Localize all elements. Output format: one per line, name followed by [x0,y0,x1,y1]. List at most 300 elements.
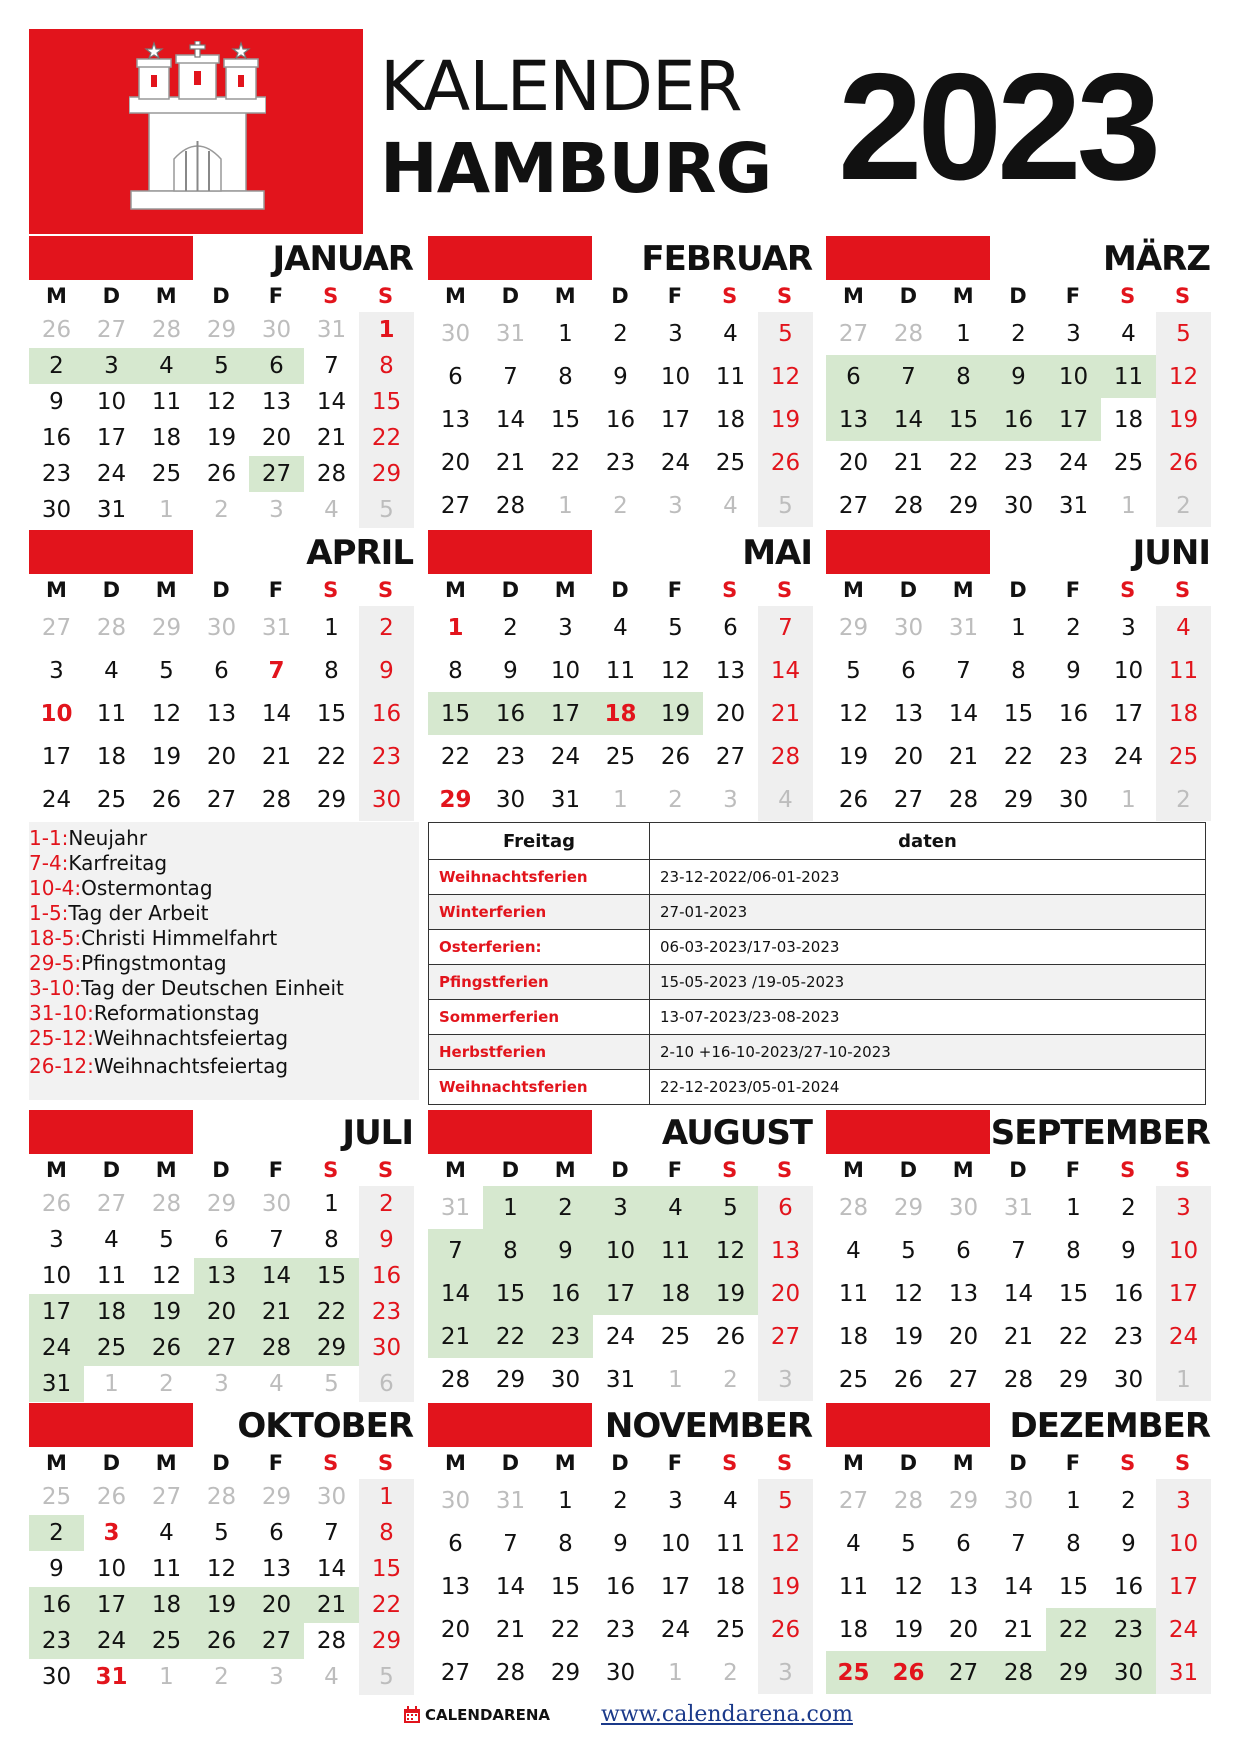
day-cell: 17 [538,692,593,735]
day-cell: 4 [104,1227,119,1253]
day-cell: 24 [660,1616,691,1643]
day-cell: 8 [359,348,414,384]
month-4 [428,530,812,821]
day-cell: 15 [483,1272,538,1315]
day-cell: 11 [1101,355,1156,398]
day-cell: 20 [440,449,471,476]
day-cell: 10 [660,363,691,390]
day-cell: 30 [206,614,237,641]
day-cell: 7 [268,657,285,684]
holiday-legend [29,822,419,1100]
day-cell: 13 [948,1573,979,1600]
day-cell: 29 [151,614,182,641]
day-cell: 4 [269,1371,284,1397]
weekday-label: D [102,578,120,602]
day-cell: 15 [1058,1573,1089,1600]
day-cell: 1 [558,320,573,347]
day-cell: 22 [550,1616,581,1643]
month-header [29,1403,413,1447]
day-cell: 17 [96,425,127,451]
day-cell: 22 [948,449,979,476]
month-red-bar [826,236,990,280]
day-cell: 1 [324,614,339,641]
day-cell: 30 [550,1366,581,1393]
day-cell: 4 [613,614,628,641]
day-cell: 1 [558,492,573,519]
day-cell: 10 [1156,1522,1211,1565]
weekday-label: M [45,1451,67,1475]
day-cell: 25 [84,1330,139,1366]
day-cell: 13 [715,657,746,684]
day-cell: 11 [838,1280,869,1307]
day-cell: 29 [550,1659,581,1686]
day-cell: 5 [1156,312,1211,355]
day-cell: 1 [359,1479,414,1515]
day-cell: 28 [991,1651,1046,1694]
day-cell: 8 [324,1227,339,1253]
weekday-label: S [323,1451,339,1475]
day-cell: 15 [316,700,347,727]
day-cell: 6 [269,1520,284,1546]
day-cell: 15 [1058,1280,1089,1307]
day-grid [29,1479,413,1695]
day-cell: 21 [948,743,979,770]
day-cell: 22 [1058,1323,1089,1350]
day-cell: 19 [893,1323,924,1350]
table-row: Pfingstferien 15-05-2023 /19-05-2023 [429,965,1206,1000]
title-year: 2023 [838,42,1157,212]
day-cell: 30 [893,614,924,641]
day-grid [29,312,413,528]
weekday-label: F [667,578,683,602]
day-cell: 5 [846,657,861,684]
day-cell: 4 [1121,320,1136,347]
day-cell: 25 [826,1651,881,1694]
table-row: Herbstferien 2-10 +16-10-2023/27-10-2023 [429,1035,1206,1070]
day-cell: 20 [893,743,924,770]
day-cell: 3 [269,497,284,523]
day-cell: 18 [648,1272,703,1315]
day-cell: 19 [1156,398,1211,441]
day-cell: 5 [758,1479,813,1522]
day-cell: 14 [881,398,936,441]
table-row: Weihnachtsferien 23-12-2022/06-01-2023 [429,860,1206,895]
day-cell: 3 [723,786,738,813]
weekday-label: F [667,1451,683,1475]
day-cell: 17 [1156,1272,1211,1315]
day-cell: 23 [359,1294,414,1330]
day-cell: 2 [1121,1194,1136,1221]
day-cell: 14 [316,1556,347,1582]
day-grid [428,606,812,821]
day-cell: 22 [483,1315,538,1358]
month-name: DEZEMBER [1009,1406,1210,1446]
day-cell: 17 [84,1587,139,1623]
day-cell: 24 [41,786,72,813]
month-2 [826,236,1210,527]
weekday-label: M [554,578,576,602]
day-cell: 19 [206,425,237,451]
month-7 [428,1110,812,1401]
day-cell: 1 [1011,614,1026,641]
day-cell: 8 [483,1229,538,1272]
day-cell: 9 [613,363,628,390]
weekday-label: M [952,578,974,602]
month-name: APRIL [306,533,413,573]
day-cell: 26 [758,1608,813,1651]
weekday-label: D [1009,578,1027,602]
day-cell: 14 [495,1573,526,1600]
day-cell: 26 [715,1323,746,1350]
day-cell: 30 [261,317,292,343]
day-cell: 27 [96,1191,127,1217]
day-cell: 10 [40,700,73,727]
month-name: AUGUST [661,1113,812,1153]
weekday-label: M [554,1158,576,1182]
month-red-bar [428,530,592,574]
footer-url-link[interactable]: www.calendarena.com [601,1702,853,1727]
weekday-row [29,1154,413,1186]
day-cell: 27 [440,1659,471,1686]
day-cell: 30 [1003,1487,1034,1514]
month-header [826,1110,1210,1154]
day-cell: 16 [991,398,1046,441]
day-cell: 25 [838,1366,869,1393]
weekday-label: M [842,284,864,308]
month-red-bar [29,236,193,280]
day-cell: 21 [758,692,813,735]
day-cell: 30 [440,1487,471,1514]
weekday-row [428,1447,812,1479]
weekday-label: D [1009,284,1027,308]
day-cell: 27 [249,1623,304,1659]
day-cell: 30 [359,1330,414,1366]
day-cell: 23 [359,735,414,778]
month-header [826,236,1210,280]
day-cell: 19 [758,398,813,441]
weekday-label: M [155,1158,177,1182]
day-cell: 28 [1003,1366,1034,1393]
day-cell: 11 [838,1573,869,1600]
day-cell: 29 [261,1484,292,1510]
day-cell: 2 [29,1515,84,1551]
day-grid [826,312,1210,527]
day-cell: 4 [723,1487,738,1514]
day-cell: 14 [1003,1573,1034,1600]
day-cell: 17 [1113,700,1144,727]
day-cell: 14 [758,649,813,692]
day-cell: 19 [139,1294,194,1330]
day-cell: 1 [613,786,628,813]
day-cell: 3 [758,1651,813,1694]
day-cell: 26 [660,743,691,770]
weekday-label: S [1175,578,1191,602]
hamburg-castle-icon [129,41,266,211]
day-cell: 16 [1113,1573,1144,1600]
day-cell: 18 [151,425,182,451]
day-cell: 29 [316,786,347,813]
day-cell: 30 [605,1659,636,1686]
day-cell: 1 [1121,492,1136,519]
day-cell: 5 [159,1227,174,1253]
day-cell: 20 [194,1294,249,1330]
day-cell: 5 [703,1186,758,1229]
day-cell: 27 [41,614,72,641]
day-cell: 3 [758,1358,813,1401]
day-cell: 24 [29,1330,84,1366]
day-cell: 31 [1058,492,1089,519]
day-cell: 3 [49,657,64,684]
day-cell: 17 [593,1272,648,1315]
day-cell: 7 [324,1520,339,1546]
day-cell: 30 [1003,492,1034,519]
day-cell: 6 [359,1366,414,1402]
day-cell: 29 [838,614,869,641]
month-red-bar [29,1110,193,1154]
day-cell: 4 [723,492,738,519]
day-cell: 9 [538,1229,593,1272]
day-cell: 27 [758,1315,813,1358]
day-cell: 2 [723,1366,738,1393]
day-cell: 20 [948,1323,979,1350]
day-cell: 7 [503,363,518,390]
day-cell: 2 [1121,1487,1136,1514]
day-cell: 4 [723,320,738,347]
day-cell: 8 [324,657,339,684]
day-cell: 28 [838,1194,869,1221]
month-6 [29,1110,413,1402]
day-cell: 5 [159,657,174,684]
day-cell: 26 [1156,441,1211,484]
day-cell: 9 [991,355,1046,398]
weekday-label: M [444,284,466,308]
day-cell: 27 [249,456,304,492]
day-cell: 19 [151,743,182,770]
weekday-row [428,574,812,606]
day-cell: 3 [214,1371,229,1397]
day-cell: 25 [605,743,636,770]
day-cell: 1 [956,320,971,347]
weekday-label: D [102,1158,120,1182]
day-cell: 1 [159,1664,174,1690]
day-cell: 4 [758,778,813,821]
month-red-bar [428,1110,592,1154]
day-cell: 16 [359,692,414,735]
weekday-label: D [611,1158,629,1182]
day-cell: 8 [558,363,573,390]
legend-item: 7-4:Karfreitag [29,851,168,875]
day-cell: 4 [139,348,194,384]
day-cell: 26 [758,441,813,484]
day-cell: 10 [41,1263,72,1289]
day-cell: 4 [648,1186,703,1229]
weekday-label: D [102,284,120,308]
day-cell: 9 [503,657,518,684]
day-cell: 21 [316,425,347,451]
day-cell: 2 [1066,614,1081,641]
day-cell: 26 [96,1484,127,1510]
weekday-label: S [378,1158,394,1182]
day-cell: 24 [1156,1315,1211,1358]
day-cell: 6 [956,1237,971,1264]
day-cell: 8 [936,355,991,398]
weekday-label: S [722,1158,738,1182]
day-cell: 10 [1113,657,1144,684]
day-cell: 15 [550,1573,581,1600]
month-header [428,1403,812,1447]
day-cell: 29 [495,1366,526,1393]
day-cell: 18 [96,743,127,770]
day-cell: 6 [448,363,463,390]
weekday-label: S [1175,1158,1191,1182]
day-cell: 11 [605,657,636,684]
day-cell: 2 [214,497,229,523]
title-hamburg: HAMBURG [380,129,772,209]
day-cell: 6 [901,657,916,684]
day-cell: 9 [359,649,414,692]
day-cell: 31 [605,1366,636,1393]
month-name: NOVEMBER [604,1406,812,1446]
day-cell: 25 [660,1323,691,1350]
month-11 [826,1403,1210,1694]
month-header [428,236,812,280]
day-cell: 27 [206,786,237,813]
weekday-label: F [1065,1451,1081,1475]
legend-item: 18-5:Christi Himmelfahrt [29,926,278,950]
weekday-label: D [212,1451,230,1475]
day-cell: 18 [715,406,746,433]
day-cell: 18 [1156,692,1211,735]
day-cell: 3 [1066,320,1081,347]
day-cell: 2 [538,1186,593,1229]
day-cell: 1 [159,497,174,523]
day-cell: 22 [440,743,471,770]
weekday-label: F [667,284,683,308]
month-3 [29,530,413,821]
day-cell: 3 [593,1186,648,1229]
weekday-label: D [1009,1158,1027,1182]
day-cell: 30 [41,497,72,523]
weekday-label: S [777,1451,793,1475]
weekday-label: M [842,1451,864,1475]
title-kalender: KALENDER [380,47,742,127]
day-cell: 14 [1003,1280,1034,1307]
weekday-label: M [444,578,466,602]
day-cell: 14 [249,1258,304,1294]
day-cell: 12 [893,1573,924,1600]
day-cell: 12 [758,355,813,398]
day-cell: 12 [206,389,237,415]
day-cell: 29 [206,317,237,343]
day-cell: 1 [324,1191,339,1217]
day-cell: 9 [1121,1530,1136,1557]
day-cell: 25 [715,1616,746,1643]
day-cell: 14 [316,389,347,415]
legend-item: 31-10:Reformationstag [29,1001,260,1025]
weekday-label: D [501,1158,519,1182]
weekday-label: M [155,578,177,602]
day-cell: 15 [1003,700,1034,727]
weekday-row [826,1154,1210,1186]
day-cell: 28 [893,492,924,519]
day-cell: 28 [151,317,182,343]
day-cell: 2 [214,1664,229,1690]
day-cell: 2 [159,1371,174,1397]
day-cell: 31 [29,1366,84,1402]
weekday-label: D [899,578,917,602]
day-cell: 24 [84,1623,139,1659]
day-cell: 29 [1046,1651,1101,1694]
legend-item: 10-4:Ostermontag [29,876,213,900]
day-cell: 28 [316,461,347,487]
day-cell: 5 [901,1530,916,1557]
weekday-label: M [952,1451,974,1475]
day-cell: 12 [893,1280,924,1307]
month-red-bar [29,530,193,574]
weekday-label: M [45,284,67,308]
day-cell: 31 [495,320,526,347]
day-cell: 24 [1156,1608,1211,1651]
day-cell: 26 [893,1366,924,1393]
day-cell: 18 [593,692,648,735]
day-cell: 2 [613,320,628,347]
day-cell: 3 [668,320,683,347]
day-cell: 5 [758,312,813,355]
day-cell: 4 [1156,606,1211,649]
day-cell: 6 [956,1530,971,1557]
month-red-bar [29,1403,193,1447]
month-10 [428,1403,812,1694]
day-cell: 12 [838,700,869,727]
day-cell: 28 [316,1628,347,1654]
weekday-row [29,574,413,606]
day-cell: 5 [324,1371,339,1397]
day-cell: 2 [503,614,518,641]
day-cell: 23 [605,1616,636,1643]
day-cell: 23 [1101,1608,1156,1651]
day-cell: 9 [49,389,64,415]
day-cell: 21 [1003,1323,1034,1350]
weekday-label: S [1120,1451,1136,1475]
weekday-label: F [268,1158,284,1182]
day-cell: 2 [613,492,628,519]
day-cell: 29 [359,456,414,492]
weekday-label: D [212,284,230,308]
day-cell: 15 [550,406,581,433]
day-cell: 13 [440,406,471,433]
weekday-label: S [777,1158,793,1182]
weekday-label: F [268,284,284,308]
day-cell: 28 [206,1484,237,1510]
day-cell: 23 [538,1315,593,1358]
day-cell: 11 [96,1263,127,1289]
month-5 [826,530,1210,821]
day-cell: 16 [1058,700,1089,727]
day-cell: 11 [151,389,182,415]
day-cell: 12 [703,1229,758,1272]
day-cell: 23 [1113,1323,1144,1350]
weekday-label: S [722,578,738,602]
day-cell: 19 [194,1587,249,1623]
weekday-label: F [1065,1158,1081,1182]
day-cell: 5 [668,614,683,641]
day-cell: 1 [1156,1358,1211,1401]
day-cell: 5 [194,348,249,384]
day-cell: 29 [893,1194,924,1221]
day-cell: 28 [249,1330,304,1366]
legend-item: 1-1:Neujahr [29,826,148,850]
weekday-label: D [899,284,917,308]
